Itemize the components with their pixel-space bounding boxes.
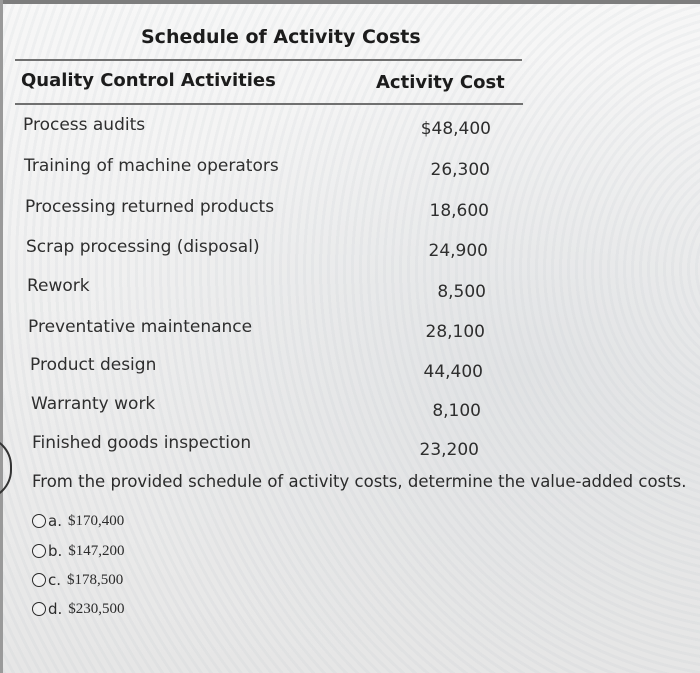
- option-d[interactable]: [32, 598, 125, 620]
- row-label: Warranty work: [31, 394, 156, 414]
- left-border: [0, 0, 3, 673]
- option-c[interactable]: [32, 569, 123, 591]
- option-amount: $178,500: [67, 571, 124, 588]
- column-header-activity: Quality Control Activities: [21, 70, 276, 91]
- question-text: From the provided schedule of activity costs, determine the value-added costs.: [32, 472, 687, 491]
- row-value: $48,400: [420, 119, 491, 139]
- column-header-cost: Activity Cost: [376, 72, 505, 93]
- option-a[interactable]: [32, 510, 124, 532]
- row-value: 18,600: [429, 201, 489, 221]
- option-letter: c.: [48, 571, 62, 589]
- row-value: 28,100: [425, 322, 485, 342]
- title-divider: [15, 59, 522, 61]
- row-label: Training of machine operators: [24, 156, 279, 176]
- row-label: Product design: [30, 355, 157, 375]
- option-letter: a.: [48, 512, 62, 530]
- row-value: 24,900: [428, 241, 488, 261]
- row-label: Process audits: [23, 115, 146, 135]
- radio-button[interactable]: [32, 514, 46, 528]
- radio-button[interactable]: [32, 573, 46, 587]
- row-label: Rework: [27, 276, 90, 296]
- row-value: 23,200: [419, 440, 479, 460]
- radio-button[interactable]: [32, 602, 46, 616]
- option-b[interactable]: [32, 540, 125, 562]
- row-label: Finished goods inspection: [32, 433, 252, 453]
- option-letter: b.: [48, 542, 63, 560]
- row-value: 8,100: [432, 401, 481, 421]
- row-value: 26,300: [430, 160, 490, 180]
- top-border: [0, 0, 700, 4]
- option-amount: $147,200: [68, 542, 125, 559]
- row-value: 44,400: [423, 362, 483, 382]
- screen-edge-arc: [0, 436, 12, 500]
- schedule-title: Schedule of Activity Costs: [141, 26, 421, 48]
- row-value: 8,500: [437, 282, 486, 302]
- row-label: Preventative maintenance: [28, 317, 253, 337]
- option-letter: d.: [48, 600, 63, 618]
- header-divider: [15, 103, 523, 105]
- option-amount: $230,500: [68, 600, 125, 617]
- row-label: Processing returned products: [25, 197, 275, 217]
- option-amount: $170,400: [67, 512, 125, 529]
- row-label: Scrap processing (disposal): [26, 237, 260, 257]
- radio-button[interactable]: [32, 544, 46, 558]
